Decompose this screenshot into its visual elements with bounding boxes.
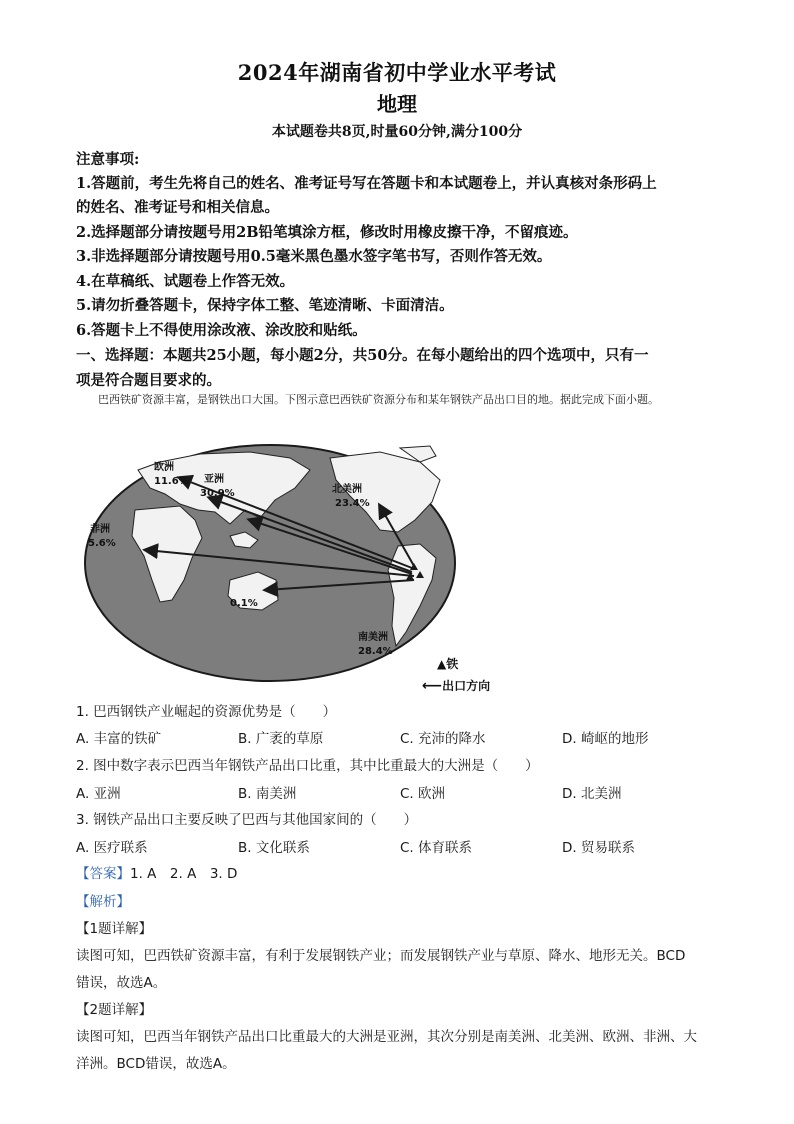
notice-item: 3.非选择题部分请按题号用0.5毫米黑色墨水签字笔书写，否则作答无效。 — [76, 248, 552, 265]
map-label-asia: 亚洲 — [204, 474, 224, 485]
map-value-europe: 11.6% — [154, 476, 189, 487]
question-1-stem: 1. 巴西钢铁产业崛起的资源优势是（ ） — [76, 704, 337, 720]
analysis-tag: 【解析】 — [76, 894, 130, 910]
q3-option-d: D. 贸易联系 — [562, 840, 635, 856]
notice-item: 1.答题前，考生先将自己的姓名、准考证号写在答题卡和本试题卷上，并认真核对条形码上 — [76, 175, 657, 192]
answer-tag: 【答案】 — [76, 866, 130, 882]
map-label-africa: 非洲 — [90, 524, 110, 535]
q2-option-d: D. 北美洲 — [562, 786, 622, 802]
q3-option-a: A. 医疗联系 — [76, 840, 148, 856]
map-value-north-america: 23.4% — [335, 498, 370, 509]
exam-info: 本试题卷共8页,时量60分钟,满分100分 — [271, 124, 523, 140]
q1-analysis-heading: 【1题详解】 — [76, 921, 153, 937]
q3-option-c: C. 体育联系 — [400, 840, 473, 856]
q3-option-b: B. 文化联系 — [238, 840, 310, 856]
q1-option-b: B. 广袤的草原 — [238, 731, 324, 747]
q1-analysis-line1: 读图可知，巴西铁矿资源丰富，有利于发展钢铁产业；而发展钢铁产业与草原、降水、地形无关。BCD — [76, 948, 686, 964]
q1-analysis-line2: 错误，故选A。 — [76, 975, 167, 991]
answer-text: 1. A 2. A 3. D — [130, 866, 238, 882]
notice-heading: 注意事项: — [76, 151, 140, 168]
q2-analysis-heading: 【2题详解】 — [76, 1002, 153, 1018]
q2-analysis-line1: 读图可知，巴西当年钢铁产品出口比重最大的大洲是亚洲，其次分别是南美洲、北美洲、欧洲、非洲、大 — [76, 1029, 697, 1045]
notice-item: 4.在草稿纸、试题卷上作答无效。 — [76, 273, 295, 290]
section-heading-line2: 项是符合题目要求的。 — [76, 372, 221, 389]
section-heading-line1: 一、选择题：本题共25小题，每小题2分，共50分。在每小题给出的四个选项中，只有一 — [76, 347, 649, 364]
notice-item: 的姓名、准考证号和相关信息。 — [76, 199, 279, 216]
legend-export: ⟵出口方向 — [422, 678, 491, 694]
notice-item: 5.请勿折叠答题卡，保持字体工整、笔迹清晰、卡面清洁。 — [76, 297, 454, 314]
legend-iron: ▲铁 — [437, 657, 459, 671]
map-value-south-america: 28.4% — [358, 646, 393, 657]
map-value-africa: 5.6% — [88, 538, 116, 549]
iron-triangle-icon: ▲ — [437, 657, 447, 671]
map-label-north-america: 北美洲 — [332, 484, 362, 495]
q2-analysis-line2: 洋洲。BCD错误，故选A。 — [76, 1056, 236, 1072]
arrow-left-icon: ⟵ — [422, 678, 443, 694]
question-2-stem: 2. 图中数字表示巴西当年钢铁产品出口比重，其中比重最大的大洲是（ ） — [76, 758, 539, 774]
q2-option-c: C. 欧洲 — [400, 786, 446, 802]
q1-option-c: C. 充沛的降水 — [400, 731, 486, 747]
world-map-figure — [80, 440, 530, 690]
q2-option-b: B. 南美洲 — [238, 786, 297, 802]
q1-option-d: D. 崎岖的地形 — [562, 731, 649, 747]
exam-title: 2024年湖南省初中学业水平考试 — [237, 60, 557, 85]
q2-option-a: A. 亚洲 — [76, 786, 121, 802]
question-intro: 巴西铁矿资源丰富，是钢铁出口大国。下图示意巴西铁矿资源分布和某年钢铁产品出口目的地。据此完成下面小题。 — [98, 393, 659, 406]
map-label-south-america: 南美洲 — [358, 632, 388, 643]
answer-line — [76, 862, 237, 882]
question-3-stem: 3. 钢铁产品出口主要反映了巴西与其他国家间的（ ） — [76, 812, 418, 828]
q1-option-a: A. 丰富的铁矿 — [76, 731, 162, 747]
map-value-asia: 30.9% — [200, 488, 235, 499]
notice-item: 2.选择题部分请按题号用2B铅笔填涂方框，修改时用橡皮擦干净，不留痕迹。 — [76, 224, 578, 241]
map-value-oceania: 0.1% — [230, 598, 258, 609]
notice-item: 6.答题卡上不得使用涂改液、涂改胶和贴纸。 — [76, 322, 367, 339]
map-label-europe: 欧洲 — [154, 462, 174, 473]
subject-title: 地理 — [377, 92, 417, 116]
